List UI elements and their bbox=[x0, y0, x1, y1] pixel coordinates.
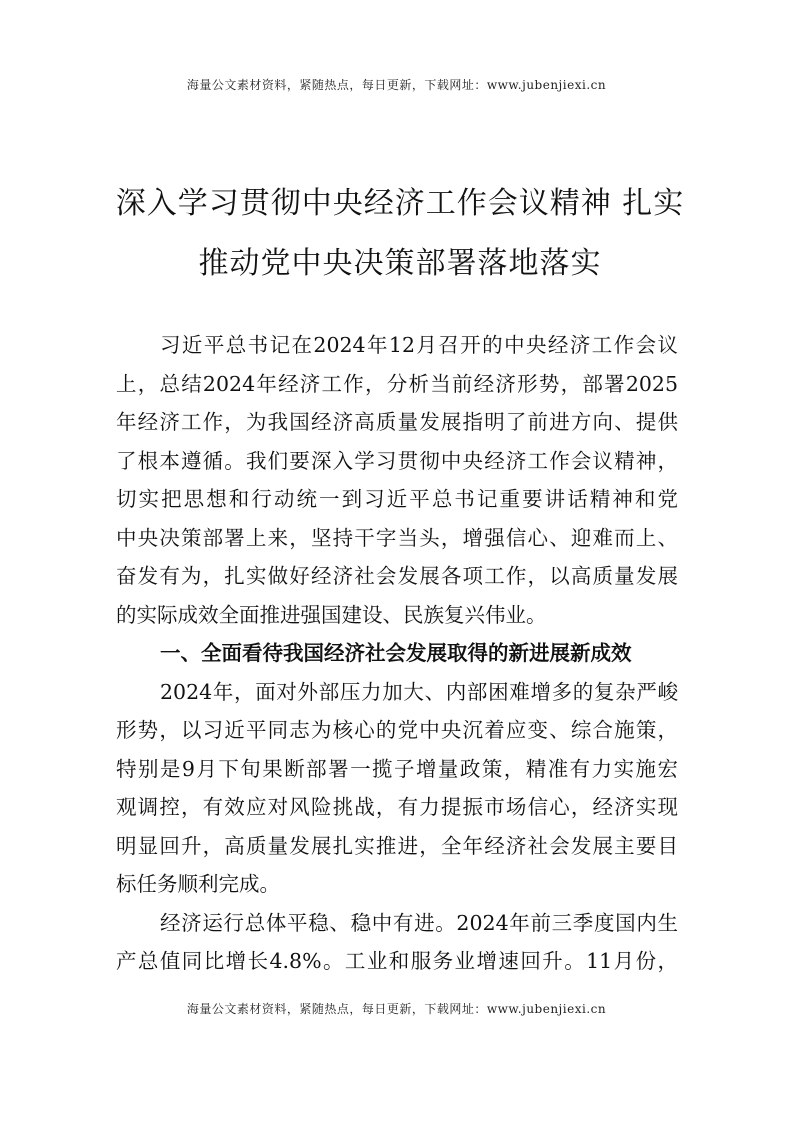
paragraph-line: 产总值同比增长4.8%。工业和服务业增速回升。11月份， bbox=[116, 949, 678, 973]
paragraph-line: 上，总结2024年经济工作，分析当前经济形势，部署2025 bbox=[116, 371, 678, 396]
paragraph-line: 习近平总书记在2024年12月召开的中央经济工作会议 bbox=[160, 333, 678, 357]
page-header-note: 海量公文素材资料，紧随热点，每日更新，下载网址：www.jubenjiexi.cn bbox=[186, 78, 607, 92]
paragraph-line: 观调控，有效应对风险挑战，有力提振市场信心，经济实现 bbox=[116, 795, 678, 819]
document-body bbox=[116, 326, 678, 981]
paragraph-line: 年经济工作，为我国经济高质量发展指明了前进方向、提供 bbox=[116, 410, 678, 434]
document-title-line-1: 深入学习贯彻中央经济工作会议精神 扎实 bbox=[115, 186, 685, 221]
document-title-line-2: 推动党中央决策部署落地落实 bbox=[198, 246, 602, 281]
paragraph-line: 形势，以习近平同志为核心的党中央沉着应变、综合施策， bbox=[116, 718, 678, 742]
page-footer-note: 海量公文素材资料，紧随热点，每日更新，下载网址：www.jubenjiexi.cn bbox=[186, 1002, 607, 1016]
section-heading: 一、全面看待我国经济社会发展取得的新进展新成效 bbox=[160, 641, 632, 665]
paragraph-line: 切实把思想和行动统一到习近平总书记重要讲话精神和党 bbox=[116, 487, 678, 511]
paragraph-line: 标任务顺利完成。 bbox=[116, 872, 280, 896]
paragraph-line: 奋发有为，扎实做好经济社会发展各项工作，以高质量发展 bbox=[116, 564, 678, 588]
paragraph-line: 特别是9月下旬果断部署一揽子增量政策，精准有力实施宏 bbox=[116, 756, 678, 781]
paragraph-line: 经济运行总体平稳、稳中有进。2024年前三季度国内生 bbox=[160, 910, 678, 935]
paragraph-line: 的实际成效全面推进强国建设、民族复兴伟业。 bbox=[116, 602, 547, 627]
paragraph-line: 2024年，面对外部压力加大、内部困难增多的复杂严峻 bbox=[160, 679, 678, 704]
paragraph-line: 中央决策部署上来，坚持干字当头，增强信心、迎难而上、 bbox=[116, 525, 678, 550]
paragraph-line: 明显回升，高质量发展扎实推进，全年经济社会发展主要目 bbox=[116, 833, 678, 858]
paragraph-line: 了根本遵循。我们要深入学习贯彻中央经济工作会议精神， bbox=[116, 448, 678, 473]
